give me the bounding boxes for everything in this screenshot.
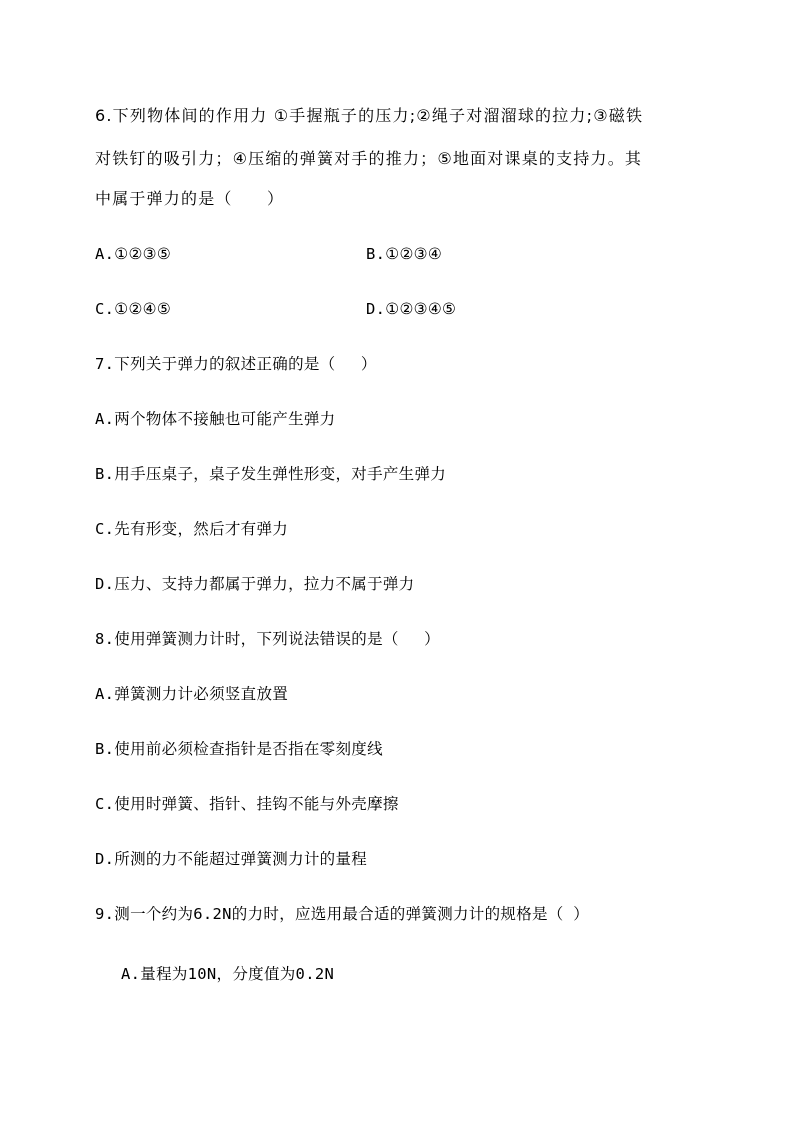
q8-stem: 8.使用弹簧测力计时，下列说法错误的是（ ） [95, 630, 440, 648]
q9-stem: 9.测一个约为6.2N的力时，应选用最合适的弹簧测力计的规格是（ ） [95, 905, 590, 923]
q7-option-d: D.压力、支持力都属于弹力，拉力不属于弹力 [95, 575, 415, 593]
q7-option-a: A.两个物体不接触也可能产生弹力 [95, 410, 336, 428]
q6-stem-line-2: 对铁钉的吸引力；④压缩的弹簧对手的推力；⑤地面对课桌的支持力。其 [95, 149, 643, 168]
q8-option-b: B.使用前必须检查指针是否指在零刻度线 [95, 740, 383, 758]
q9-option-a: A.量程为10N，分度值为0.2N [121, 965, 335, 983]
q6-option-c: C.①②④⑤ [95, 300, 172, 318]
q7-stem: 7.下列关于弹力的叙述正确的是（ ） [95, 355, 377, 373]
q7-option-c: C.先有形变，然后才有弹力 [95, 520, 289, 538]
q6-option-a: A.①②③⑤ [95, 245, 172, 263]
q8-option-a: A.弹簧测力计必须竖直放置 [95, 685, 289, 703]
q6-stem-line-3: 中属于弹力的是（ ） [95, 189, 285, 208]
q8-option-c: C.使用时弹簧、指针、挂钩不能与外壳摩擦 [95, 795, 399, 813]
q7-option-b: B.用手压桌子，桌子发生弹性形变，对手产生弹力 [95, 465, 447, 483]
q6-option-d: D.①②③④⑤ [366, 300, 457, 318]
q6-option-b: B.①②③④ [366, 245, 443, 263]
q6-stem-line-1: 6.下列物体间的作用力 ①手握瓶子的压力;②绳子对溜溜球的拉力;③磁铁 [95, 106, 644, 125]
q8-option-d: D.所测的力不能超过弹簧测力计的量程 [95, 850, 368, 868]
